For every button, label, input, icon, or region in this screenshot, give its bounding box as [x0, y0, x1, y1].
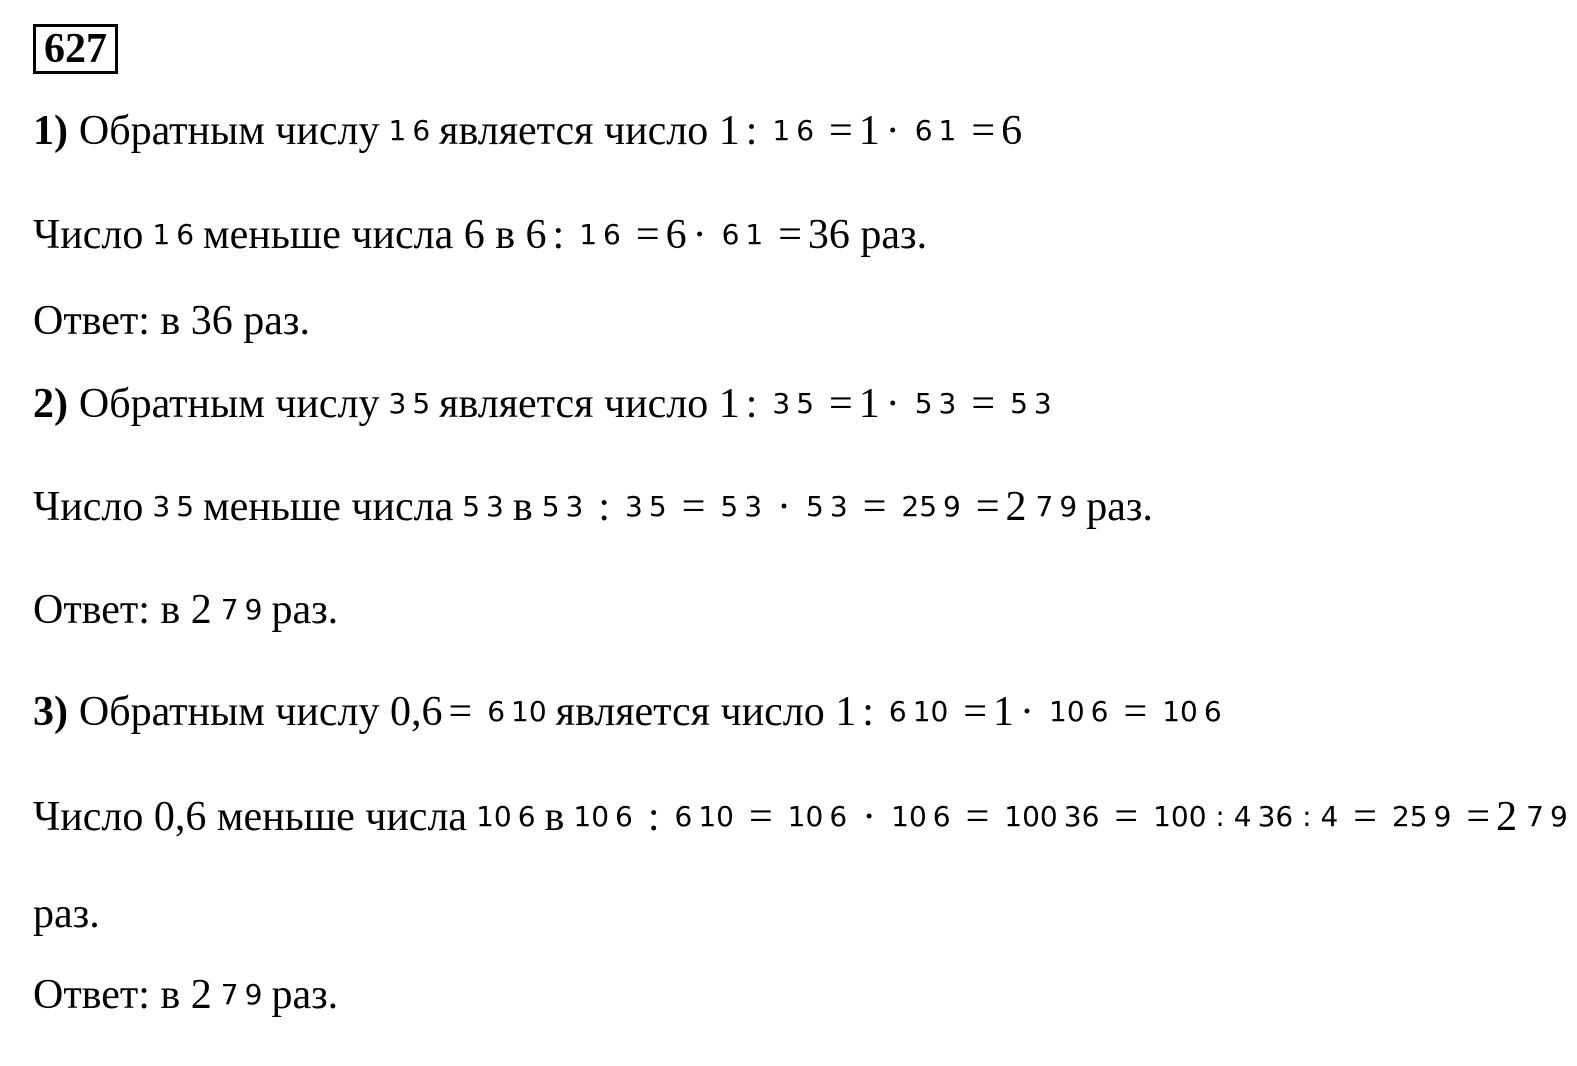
fraction: 5 3 — [914, 386, 957, 420]
fraction: 10 6 — [476, 799, 536, 833]
part2-line2: Число 3 5 меньше числа 5 3 в 5 3 : 3 5 = 5 3 · 5 3 = 25 9 = 2 7 9 раз. — [33, 484, 1153, 530]
fraction: 3 5 — [625, 489, 667, 523]
fraction: 6 10 — [674, 799, 734, 833]
fraction: 7 9 — [1526, 799, 1568, 833]
fraction: 6 1 — [721, 217, 764, 251]
part2-line1: 2) Обратным числу 3 5 является число 1 : 3 5 = 1 · 5 3 = 5 3 — [33, 383, 1061, 425]
part3-answer: Ответ: в 2 7 9 раз. — [33, 972, 339, 1018]
fraction: 5 3 — [462, 489, 504, 523]
text: является число 1 — [439, 108, 740, 154]
fraction: 1 6 — [388, 113, 431, 147]
fraction: 1 6 — [579, 217, 621, 251]
fraction: 10 6 — [573, 799, 633, 833]
part-label: 2) — [33, 381, 68, 427]
fraction: 10 6 — [787, 799, 848, 833]
fraction: 100 : 4 36 : 4 — [1153, 799, 1339, 833]
fraction: 6 10 — [487, 694, 547, 728]
text: меньше числа 6 в 6 — [203, 212, 547, 258]
fraction: 1 6 — [152, 217, 195, 251]
fraction: 25 9 — [1391, 799, 1452, 833]
fraction: 25 9 — [901, 489, 961, 523]
part3-line2: Число 0,6 меньше числа 10 6 в 10 6 : 6 10 = 10 6 · 10 6 = 100 36 = 100 : 4 36 : 4 = 25 9 = 2 7 9 — [33, 796, 1577, 838]
part3-line1: 3) Обратным числу 0,6 = 6 10 является число 1 : 6 10 = 1 · 10 6 = 10 6 — [33, 691, 1231, 733]
fraction: 5 3 — [720, 489, 763, 523]
fraction: 1 6 — [772, 113, 815, 147]
fraction: 3 5 — [772, 386, 815, 420]
fraction: 10 6 — [1049, 694, 1109, 728]
text: Число — [33, 212, 144, 258]
fraction: 7 9 — [220, 977, 263, 1011]
fraction: 3 5 — [388, 386, 431, 420]
fraction: 6 1 — [914, 113, 957, 147]
part1-answer: Ответ: в 36 раз. — [33, 298, 310, 344]
problem-number: 627 — [33, 24, 118, 74]
fraction: 5 3 — [806, 489, 848, 523]
part1-line1: 1) Обратным числу 1 6 является число 1 : 1 6 = 1 · 6 1 = 6 — [33, 108, 1023, 154]
fraction: 5 3 — [541, 489, 584, 523]
part-label: 1) — [33, 108, 68, 154]
part-label: 3) — [33, 689, 68, 735]
fraction: 10 6 — [1162, 694, 1222, 728]
part2-answer: Ответ: в 2 7 9 раз. — [33, 587, 339, 633]
fraction: 7 9 — [1035, 489, 1078, 523]
fraction: 7 9 — [220, 592, 263, 626]
fraction: 10 6 — [891, 799, 951, 833]
fraction: 3 5 — [152, 489, 195, 523]
part3-line3: раз. — [33, 891, 100, 937]
part1-line2: Число 1 6 меньше числа 6 в 6 : 1 6 = 6 · 6 1 = 36 раз. — [33, 212, 928, 258]
fraction: 100 36 — [1004, 799, 1100, 833]
text: Обратным числу — [78, 108, 380, 154]
fraction: 6 10 — [888, 694, 949, 728]
fraction: 5 3 — [1010, 386, 1052, 420]
